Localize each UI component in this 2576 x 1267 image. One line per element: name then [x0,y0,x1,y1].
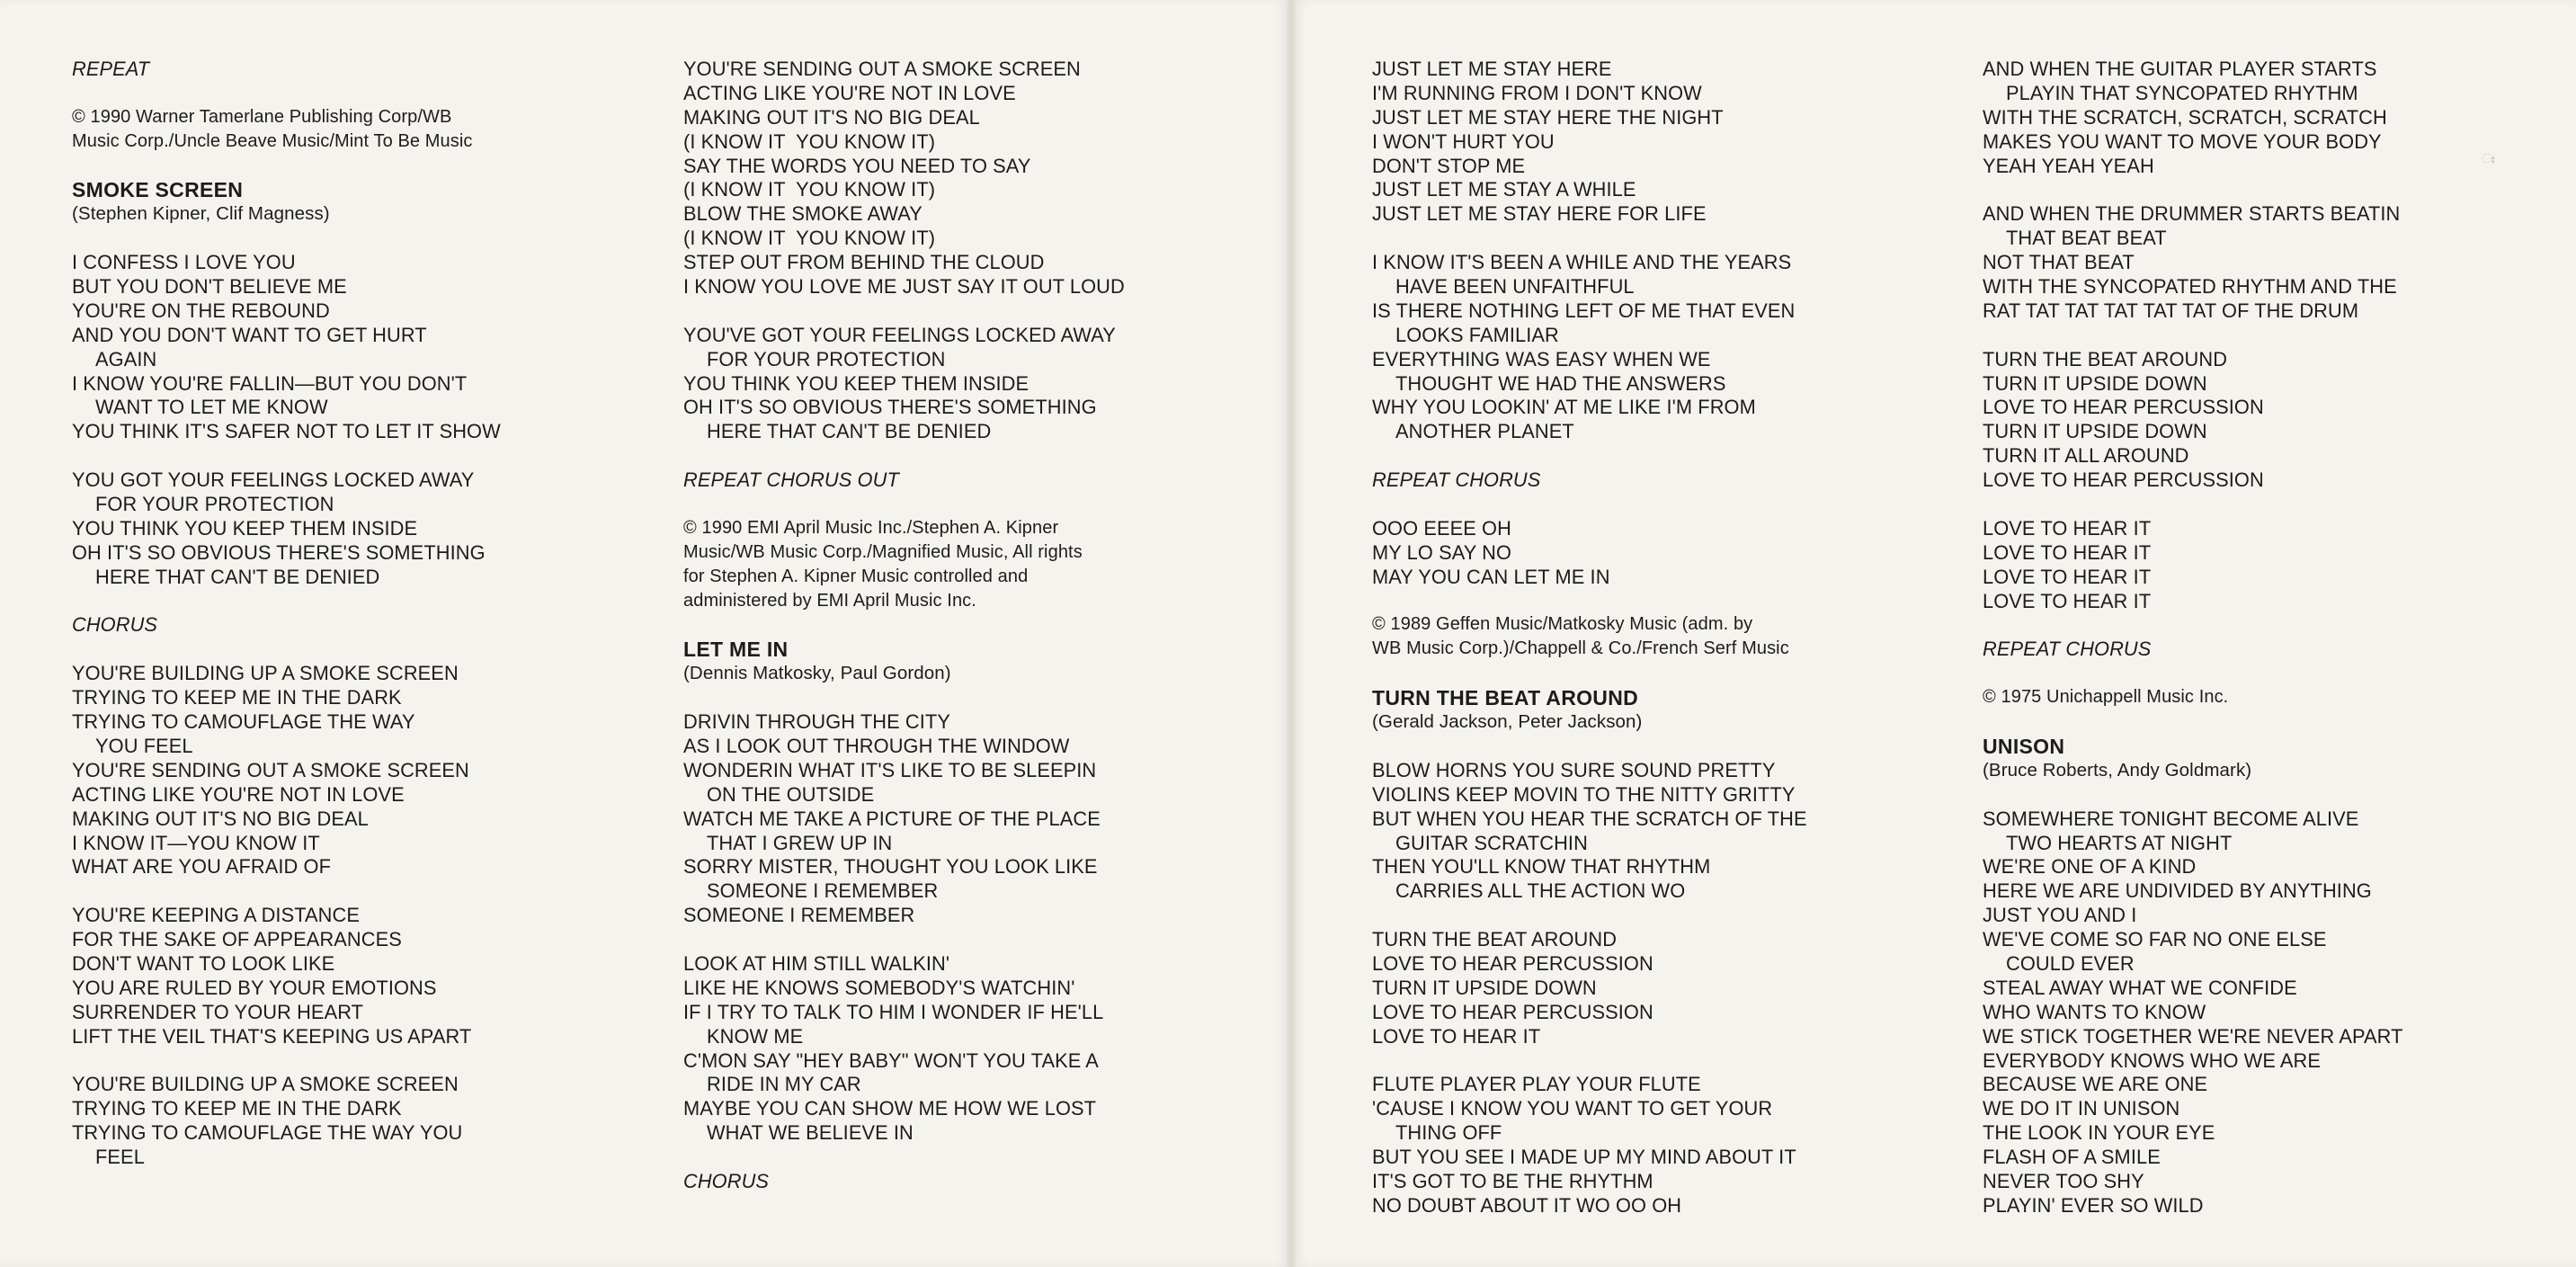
lyric-line: (I KNOW IT YOU KNOW IT) [683,227,936,250]
stanza-gap [683,686,1223,710]
lyric-line: YOU THINK YOU KEEP THEM INSIDE [683,371,1030,395]
lyric-line: YOU'RE SENDING OUT A SMOKE SCREEN [683,58,1081,80]
lyric-line: SURRENDER TO YOUR HEART [72,1000,364,1023]
songwriter-credit: (Stephen Kipner, Clif Magness) [72,203,330,225]
lyric-line: WITH THE SCRATCH, SCRATCH, SCRATCH [1983,105,2387,129]
stanza-gap [1983,662,2540,686]
lyric-line: LOVE TO HEAR IT [1983,589,2152,612]
lyric-line: BUT YOU DON'T BELIEVE ME [72,275,347,299]
lyric-line: JUST LET ME STAY HERE THE NIGHT [1372,105,1724,129]
lyric-line: MAY YOU CAN LET ME IN [1372,565,1610,588]
stanza-gap [683,299,1223,324]
lyric-line: MAKING OUT IT'S NO BIG DEAL [72,807,369,830]
lyric-line: PLAYIN THAT SYNCOPATED RHYTHM [2006,81,2358,104]
stanza-gap [1983,710,2540,735]
lyric-line: WE DO IT IN UNISON [1983,1097,2180,1120]
lyric-line: JUST YOU AND I [1983,904,2137,927]
lyric-line: SOMEONE I REMEMBER [683,904,915,927]
stanza-gap [1372,227,1930,251]
lyric-line: FLUTE PLAYER PLAY YOUR FLUTE [1372,1073,1701,1096]
song-title: LET ME IN [683,638,789,662]
stanza-gap [72,155,611,179]
lyric-line: LOVE TO HEAR PERCUSSION [1372,1000,1653,1023]
stanza-gap [1983,324,2540,348]
lyric-line: THEN YOU'LL KNOW THAT RHYTHM [1372,855,1711,879]
lyric-line: YOU THINK IT'S SAFER NOT TO LET IT SHOW [72,420,501,443]
lyric-line: FOR YOUR PROTECTION [95,493,334,516]
lyric-line: SAY THE WORDS YOU NEED TO SAY [683,154,1031,177]
lyric-line: THOUGHT WE HAD THE ANSWERS [1395,371,1726,395]
lyric-line: DON'T WANT TO LOOK LIKE [72,951,335,975]
lyric-line: LOOK AT HIM STILL WALKIN' [683,951,950,975]
copyright-notice: © 1975 Unichappell Music Inc. [1983,687,2229,708]
lyric-line: ANOTHER PLANET [1395,420,1574,443]
lyric-line: C'MON SAY "HEY BABY" WON'T YOU TAKE A [683,1048,1099,1072]
stanza-gap [1372,735,1930,759]
section-direction: REPEAT [72,58,150,80]
print-speck: ಃ [2482,151,2495,165]
copyright-notice: © 1990 EMI April Music Inc./Stephen A. Kipner [683,517,1059,538]
lyric-line: WITH THE SYNCOPATED RHYTHM AND THE [1983,275,2397,299]
lyric-line: LOOKS FAMILIAR [1395,323,1559,346]
lyric-line: YOU THINK YOU KEEP THEM INSIDE [72,516,418,540]
lyric-line: THAT I GREW UP IN [707,831,893,854]
lyric-line: WHAT ARE YOU AFRAID OF [72,855,332,879]
lyric-line: IT'S GOT TO BE THE RHYTHM [1372,1169,1653,1192]
lyric-line: KNOW ME [707,1024,804,1048]
stanza-gap [683,613,1223,638]
lyric-line: YOU'RE SENDING OUT A SMOKE SCREEN [72,758,469,781]
lyric-line: PLAYIN' EVER SO WILD [1983,1193,2204,1217]
lyric-line: YOU'RE BUILDING UP A SMOKE SCREEN [72,662,459,685]
lyric-line: BECAUSE WE ARE ONE [1983,1073,2208,1096]
lyric-line: FLASH OF A SMILE [1983,1146,2161,1169]
copyright-notice: administered by EMI April Music Inc. [683,590,976,611]
copyright-notice: Music/WB Music Corp./Magnified Music, All rights [683,541,1083,562]
section-direction: REPEAT CHORUS OUT [683,468,899,492]
lyrics-column-3 [1372,58,1930,1218]
lyric-line: RIDE IN MY CAR [707,1073,861,1096]
lyric-line: I'M RUNNING FROM I DON'T KNOW [1372,81,1702,104]
lyric-line: MAYBE YOU CAN SHOW ME HOW WE LOST [683,1097,1097,1120]
lyric-line: LIFT THE VEIL THAT'S KEEPING US APART [72,1024,472,1048]
lyric-line: TURN IT UPSIDE DOWN [1983,371,2207,395]
lyric-line: JUST LET ME STAY HERE [1372,58,1612,80]
stanza-gap [1372,662,1930,686]
stanza-gap [1983,178,2540,202]
lyric-line: THING OFF [1395,1121,1502,1145]
lyric-line: WE STICK TOGETHER WE'RE NEVER APART [1983,1024,2403,1048]
lyric-line: WANT TO LET ME KNOW [95,396,328,419]
lyric-line: TRYING TO KEEP ME IN THE DARK [72,1097,402,1120]
lyric-line: TRYING TO CAMOUFLAGE THE WAY YOU [72,1121,463,1145]
lyric-line: I WON'T HURT YOU [1372,129,1555,153]
lyric-line: HERE THAT CAN'T BE DENIED [707,420,992,443]
lyric-line: OOO EEEE OH [1372,516,1511,540]
lyric-line: YOU'RE ON THE REBOUND [72,299,330,322]
lyric-line: VIOLINS KEEP MOVIN TO THE NITTY GRITTY [1372,782,1796,806]
lyric-line: (I KNOW IT YOU KNOW IT) [683,129,936,153]
lyric-line: STEP OUT FROM BEHIND THE CLOUD [683,251,1045,274]
song-title: SMOKE SCREEN [72,178,244,202]
lyric-line: TRYING TO CAMOUFLAGE THE WAY [72,710,415,734]
copyright-notice: Music Corp./Uncle Beave Music/Mint To Be Music [72,130,473,151]
stanza-gap [72,444,611,468]
lyric-line: LOVE TO HEAR IT [1983,565,2152,588]
stanza-gap [1983,493,2540,517]
lyric-line: TWO HEARTS AT NIGHT [2006,831,2233,854]
lyric-line: WHAT WE BELIEVE IN [707,1121,914,1145]
lyric-line: STEAL AWAY WHAT WE CONFIDE [1983,976,2297,999]
section-direction: CHORUS [72,613,158,637]
lyric-line: BLOW THE SMOKE AWAY [683,202,923,226]
lyric-line: MAKES YOU WANT TO MOVE YOUR BODY [1983,129,2382,153]
lyric-line: WHY YOU LOOKIN' AT ME LIKE I'M FROM [1372,396,1756,419]
stanza-gap [683,444,1223,468]
lyric-line: FOR YOUR PROTECTION [707,347,946,370]
stanza-gap [683,493,1223,517]
lyric-line: BUT WHEN YOU HEAR THE SCRATCH OF THE [1372,807,1807,830]
lyrics-column-4 [1983,58,2540,1218]
lyric-line: CARRIES ALL THE ACTION WO [1395,879,1686,903]
lyric-line: I CONFESS I LOVE YOU [72,251,296,274]
lyric-line: I KNOW IT'S BEEN A WHILE AND THE YEARS [1372,251,1792,274]
lyric-line: IS THERE NOTHING LEFT OF ME THAT EVEN [1372,299,1796,322]
lyric-line: YOU FEEL [95,734,193,757]
lyric-line: TURN THE BEAT AROUND [1983,347,2228,370]
lyric-line: LOVE TO HEAR PERCUSSION [1372,951,1653,975]
lyric-line: WONDERIN WHAT IT'S LIKE TO BE SLEEPIN [683,758,1097,781]
lyric-line: NOT THAT BEAT [1983,251,2135,274]
stanza-gap [1372,1049,1930,1074]
stanza-gap [72,590,611,614]
lyric-line: OH IT'S SO OBVIOUS THERE'S SOMETHING [72,540,486,564]
lyric-line: DRIVIN THROUGH THE CITY [683,710,950,734]
lyric-line: HAVE BEEN UNFAITHFUL [1395,275,1635,299]
lyric-line: LIKE HE KNOWS SOMEBODY'S WATCHIN' [683,976,1075,999]
lyric-line: OH IT'S SO OBVIOUS THERE'S SOMETHING [683,396,1097,419]
lyric-line: TURN THE BEAT AROUND [1372,928,1618,951]
lyric-line: HERE THAT CAN'T BE DENIED [95,565,380,588]
lyric-line: 'CAUSE I KNOW YOU WANT TO GET YOUR [1372,1097,1773,1120]
lyric-line: WE'RE ONE OF A KIND [1983,855,2197,879]
booklet-spine [1286,0,1297,1267]
lyric-line: EVERYTHING WAS EASY WHEN WE [1372,347,1711,370]
lyrics-column-1 [72,58,611,1170]
stanza-gap [1983,783,2540,807]
lyric-line: ON THE OUTSIDE [707,782,875,806]
lyric-line: THE LOOK IN YOUR EYE [1983,1121,2215,1145]
lyric-line: LOVE TO HEAR IT [1983,540,2152,564]
lyric-line: FOR THE SAKE OF APPEARANCES [72,928,402,951]
lyric-line: YOU ARE RULED BY YOUR EMOTIONS [72,976,437,999]
stanza-gap [72,82,611,106]
lyric-line: FEEL [95,1146,145,1169]
song-title: TURN THE BEAT AROUND [1372,686,1639,710]
lyric-line: I KNOW YOU LOVE ME JUST SAY IT OUT LOUD [683,275,1125,299]
stanza-gap [1372,493,1930,517]
lyric-line: AND WHEN THE DRUMMER STARTS BEATIN [1983,202,2401,226]
lyric-line: TURN IT UPSIDE DOWN [1983,420,2207,443]
lyric-line: IF I TRY TO TALK TO HIM I WONDER IF HE'LL [683,1000,1104,1023]
lyric-line: NO DOUBT ABOUT IT WO OO OH [1372,1193,1682,1217]
lyric-line: YOU'RE KEEPING A DISTANCE [72,904,360,927]
stanza-gap [72,638,611,662]
song-title: UNISON [1983,734,2065,758]
songwriter-credit: (Bruce Roberts, Andy Goldmark) [1983,759,2252,781]
lyrics-column-2 [683,58,1223,1194]
lyric-line: JUST LET ME STAY A WHILE [1372,178,1636,201]
lyric-line: AND WHEN THE GUITAR PLAYER STARTS [1983,58,2377,80]
lyric-line: YOU GOT YOUR FEELINGS LOCKED AWAY [72,468,475,492]
stanza-gap [683,1146,1223,1170]
copyright-notice: © 1990 Warner Tamerlane Publishing Corp/WB [72,106,452,127]
lyric-line: ACTING LIKE YOU'RE NOT IN LOVE [72,782,405,806]
lyric-line: EVERYBODY KNOWS WHO WE ARE [1983,1048,2322,1072]
lyric-line: WHO WANTS TO KNOW [1983,1000,2206,1023]
lyric-line: COULD EVER [2006,951,2135,975]
lyric-line: MAKING OUT IT'S NO BIG DEAL [683,105,980,129]
copyright-notice: © 1989 Geffen Music/Matkosky Music (adm. by [1372,614,1753,635]
stanza-gap [1372,904,1930,928]
lyric-line: RAT TAT TAT TAT TAT TAT OF THE DRUM [1983,299,2359,322]
lyric-line: I KNOW YOU'RE FALLIN—BUT YOU DON'T [72,371,468,395]
lyric-line: ACTING LIKE YOU'RE NOT IN LOVE [683,81,1016,104]
stanza-gap [1372,444,1930,468]
copyright-notice: WB Music Corp.)/Chappell & Co./French Serf Music [1372,638,1789,659]
lyric-line: AGAIN [95,347,157,370]
lyric-line: BLOW HORNS YOU SURE SOUND PRETTY [1372,758,1776,781]
lyric-line: NEVER TOO SHY [1983,1169,2144,1192]
copyright-notice: for Stephen A. Kipner Music controlled and [683,566,1029,586]
lyric-line: (I KNOW IT YOU KNOW IT) [683,178,936,201]
stanza-gap [72,227,611,251]
lyric-line: MY LO SAY NO [1372,540,1512,564]
lyric-line: AND YOU DON'T WANT TO GET HURT [72,323,427,346]
lyric-line: AS I LOOK OUT THROUGH THE WINDOW [683,734,1070,757]
stanza-gap [1983,613,2540,638]
lyric-line: YEAH YEAH YEAH [1983,154,2154,177]
section-direction: REPEAT CHORUS [1372,468,1541,492]
songwriter-credit: (Dennis Matkosky, Paul Gordon) [683,663,951,684]
stanza-gap [1372,590,1930,614]
lyric-line: HERE WE ARE UNDIVIDED BY ANYTHING [1983,879,2372,903]
lyric-line: I KNOW IT—YOU KNOW IT [72,831,320,854]
stanza-gap [72,879,611,904]
lyric-line: SOMEWHERE TONIGHT BECOME ALIVE [1983,807,2359,830]
stanza-gap [72,1049,611,1074]
lyric-line: JUST LET ME STAY HERE FOR LIFE [1372,202,1707,226]
lyric-line: WATCH ME TAKE A PICTURE OF THE PLACE [683,807,1101,830]
lyric-line: TRYING TO KEEP ME IN THE DARK [72,686,402,709]
lyric-line: WE'VE COME SO FAR NO ONE ELSE [1983,928,2327,951]
section-direction: REPEAT CHORUS [1983,638,2152,661]
lyric-line: GUITAR SCRATCHIN [1395,831,1588,854]
lyric-line: LOVE TO HEAR PERCUSSION [1983,396,2264,419]
section-direction: CHORUS [683,1169,770,1192]
lyric-line: SORRY MISTER, THOUGHT YOU LOOK LIKE [683,855,1098,879]
lyric-line: YOU'RE BUILDING UP A SMOKE SCREEN [72,1073,459,1096]
lyric-line: THAT BEAT BEAT [2006,227,2167,250]
lyric-line: TURN IT UPSIDE DOWN [1372,976,1597,999]
stanza-gap [683,928,1223,952]
lyric-line: LOVE TO HEAR PERCUSSION [1983,468,2264,492]
lyric-line: YOU'VE GOT YOUR FEELINGS LOCKED AWAY [683,323,1116,346]
songwriter-credit: (Gerald Jackson, Peter Jackson) [1372,711,1643,733]
lyric-line: SOMEONE I REMEMBER [707,879,939,903]
lyric-line: LOVE TO HEAR IT [1372,1024,1541,1048]
lyric-line: BUT YOU SEE I MADE UP MY MIND ABOUT IT [1372,1146,1796,1169]
lyric-line: DON'T STOP ME [1372,154,1526,177]
lyric-line: TURN IT ALL AROUND [1983,444,2189,468]
lyric-line: LOVE TO HEAR IT [1983,516,2152,540]
